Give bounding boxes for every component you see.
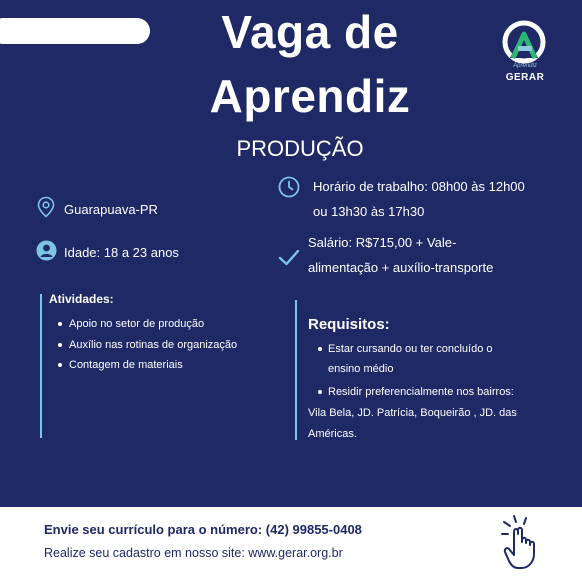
title-line-2: Aprendiz bbox=[209, 70, 411, 122]
website-text: Realize seu cadastro em nosso site: www.gerar.org.br bbox=[44, 546, 343, 560]
age-text: Idade: 18 a 23 anos bbox=[64, 245, 179, 260]
requirement-2-line-2: Vila Bela, JD. Patrícia, Boqueirão , JD. das bbox=[308, 407, 517, 419]
activities-title: Atividades: bbox=[49, 292, 114, 306]
pointing-hand-click-icon bbox=[498, 512, 562, 574]
requirement-2-line-3: Américas. bbox=[308, 428, 357, 440]
location-pin-icon bbox=[36, 196, 56, 218]
activity-item: Contagem de materiais bbox=[56, 355, 288, 376]
footer bbox=[0, 507, 582, 582]
activity-item: Auxílio nas rotinas de organização bbox=[56, 335, 288, 356]
requirement-bullet bbox=[318, 347, 322, 351]
activity-item: Apoio no setor de produção bbox=[56, 314, 288, 335]
check-icon bbox=[278, 248, 300, 268]
subtitle: PRODUÇÃO bbox=[236, 136, 364, 161]
requirement-bullet bbox=[318, 390, 322, 394]
activities-list bbox=[56, 314, 288, 376]
title-line-1: Vaga de bbox=[221, 6, 399, 58]
salary-line-2: alimentação + auxílio-transporte bbox=[308, 260, 494, 275]
schedule-line-2: ou 13h30 às 17h30 bbox=[313, 204, 425, 219]
location-text: Guarapuava-PR bbox=[64, 202, 158, 217]
requirements-divider bbox=[295, 300, 297, 440]
contact-phone-text: Envie seu currículo para o número: (42) 99855-0408 bbox=[44, 522, 362, 537]
activities-divider bbox=[40, 294, 42, 438]
requirement-2-line-1: Residir preferencialmente nos bairros: bbox=[328, 386, 514, 398]
requirement-1-line-2: ensino médio bbox=[328, 363, 394, 375]
salary-line-1: Salário: R$715,00 + Vale- bbox=[308, 235, 457, 250]
clock-icon bbox=[278, 176, 300, 198]
requirement-1-line-1: Estar cursando ou ter concluído o bbox=[328, 343, 493, 355]
schedule-line-1: Horário de trabalho: 08h00 às 12h00 bbox=[313, 179, 525, 194]
requirements-title: Requisitos: bbox=[308, 316, 390, 333]
logo-small-text: Aprendiz bbox=[513, 63, 537, 69]
user-icon bbox=[36, 240, 57, 261]
logo-text: GERAR bbox=[505, 72, 545, 83]
decorative-pill bbox=[0, 18, 150, 44]
